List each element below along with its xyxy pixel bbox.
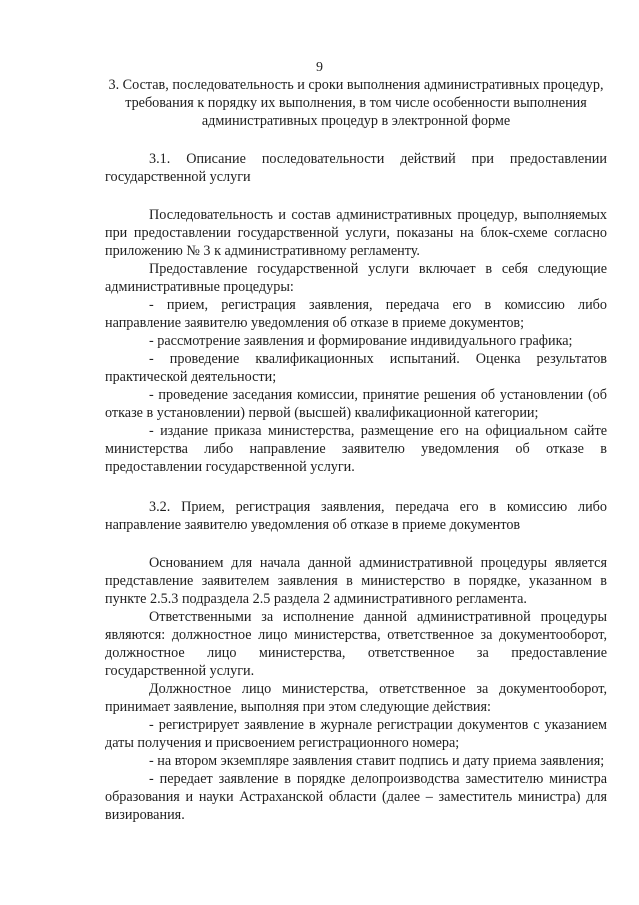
procedure-item: - проведение заседания комиссии, принятие решения об установлении (об отказе в установлении) первой (высшей) квалификационной категории;	[105, 387, 607, 421]
action-item: - регистрирует заявление в журнале регистрации документов с указанием даты получения и присвоением регистрационного номера;	[105, 717, 607, 751]
procedure-item: - проведение квалификационных испытаний. Оценка результатов практической деятельности;	[105, 351, 607, 385]
document-body	[105, 76, 607, 824]
paragraph-basis: Основанием для начала данной административной процедуры является представление заявителем заявления в министерство в порядке, указанном в пункте 2.5.3 подраздела 2.5 раздела 2 административного регламента.	[105, 555, 607, 607]
paragraph-includes: Предоставление государственной услуги включает в себя следующие административные процедуры:	[105, 261, 607, 295]
procedure-item: - прием, регистрация заявления, передача его в комиссию либо направление заявителю уведомления об отказе в приеме документов;	[105, 297, 607, 331]
paragraph-responsible: Ответственными за исполнение данной административной процедуры являются: должностное лицо министерства, ответственное за документооборот, должностное лицо министерства, ответственное за предоставление государственной услуги.	[105, 609, 607, 679]
page-number: 9	[316, 60, 323, 75]
paragraph-official: Должностное лицо министерства, ответственное за документооборот, принимает заявление, выполняя при этом следующие действия:	[105, 681, 607, 715]
subsection-3-1-heading: 3.1. Описание последовательности действий при предоставлении государственной услуги	[105, 151, 607, 185]
action-item: - на втором экземпляре заявления ставит подпись и дату приема заявления;	[149, 753, 605, 769]
subsection-3-2-heading: 3.2. Прием, регистрация заявления, передача его в комиссию либо направление заявителю уведомления об отказе в приеме документов	[105, 499, 607, 533]
paragraph-sequence: Последовательность и состав административных процедур, выполняемых при предоставлении государственной услуги, показаны на блок-схеме согласно приложению № 3 к административному регламенту.	[105, 207, 607, 259]
section-heading: 3. Состав, последовательность и сроки выполнения административных процедур, требования к порядку их выполнения, в том числе особенности выполнения административных процедур в электронной форме	[108, 77, 604, 129]
procedure-item: - издание приказа министерства, размещение его на официальном сайте министерства либо направление заявителю уведомления об отказе в предоставлении государственной услуги.	[105, 423, 607, 475]
procedure-item: - рассмотрение заявления и формирование индивидуального графика;	[149, 333, 573, 349]
action-item: - передает заявление в порядке делопроизводства заместителю министра образования и науки Астраханской области (далее – заместитель министра) для визирования.	[105, 771, 607, 823]
